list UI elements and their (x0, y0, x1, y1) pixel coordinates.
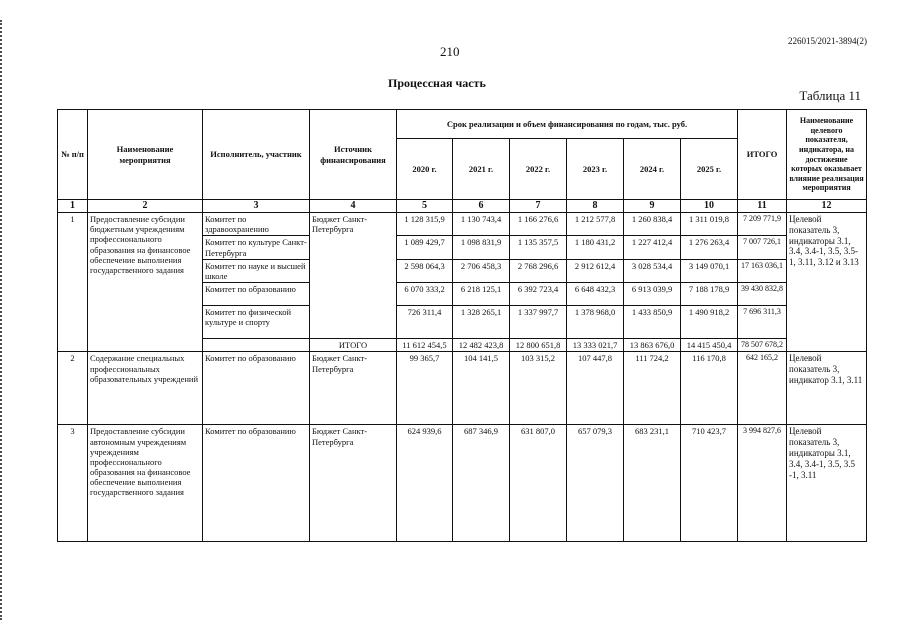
header-row-1 (58, 110, 867, 139)
row-name: Содержание специальных профессиональных образовательных учреждений (88, 352, 203, 425)
table-cell: 99 365,7 (397, 352, 453, 425)
table-cell: 39 430 832,8 (738, 283, 787, 306)
table-cell: 3 149 070,1 (681, 259, 738, 282)
column-number: 11 (738, 200, 787, 213)
table-cell: 78 507 678,2 (738, 339, 787, 352)
table-cell: 1 135 357,5 (510, 236, 567, 259)
column-number-row (58, 200, 867, 213)
table-cell: 7 188 178,9 (681, 283, 738, 306)
table-cell: 657 079,3 (567, 425, 624, 542)
table-cell: 1 378 968,0 (567, 306, 624, 339)
table-cell: 6 070 333,2 (397, 283, 453, 306)
row-executor: Комитет по культуре Санкт-Петербурга (203, 236, 310, 259)
table-cell: 7 696 311,3 (738, 306, 787, 339)
table-cell: 2 768 296,6 (510, 259, 567, 282)
table-cell: 1 260 838,4 (624, 213, 681, 236)
table-cell: 3 994 827,6 (738, 425, 787, 542)
table-cell: 1 433 850,9 (624, 306, 681, 339)
table-cell: 2 706 458,3 (453, 259, 510, 282)
scan-edge-mark (0, 20, 4, 620)
column-number: 3 (203, 200, 310, 213)
column-number: 7 (510, 200, 567, 213)
header-year: 2025 г. (681, 139, 738, 200)
row-executor: Комитет по науке и высшей школе (203, 259, 310, 282)
row-indicator: Целевой показатель 3, индикаторы 3.1, 3.4, 3.4-1, 3.5, 3.5 -1, 3.11 (787, 425, 867, 542)
row-name: Предоставление субсидии бюджетным учреждениям профессионального образования на финансовое обеспечение выполнения государственного задания (88, 213, 203, 352)
row-num: 2 (58, 352, 88, 425)
table-cell: 7 007 726,1 (738, 236, 787, 259)
table-cell: 2 912 612,4 (567, 259, 624, 282)
table-cell: 687 346,9 (453, 425, 510, 542)
column-number: 2 (88, 200, 203, 213)
table-cell: 6 648 432,3 (567, 283, 624, 306)
header-indicator: Наименование целевого показателя, индикатора, на достижение которых оказывает влияние реализация мероприятия (787, 110, 867, 200)
table-cell: 11 612 454,5 (397, 339, 453, 352)
table-cell: 111 724,2 (624, 352, 681, 425)
row-name: Предоставление субсидии автономным учреждениям учреждениям профессионального образования на финансовое обеспечение выполнения государственного задания (88, 425, 203, 542)
table-cell: 1 328 265,1 (453, 306, 510, 339)
table-cell: 14 415 450,4 (681, 339, 738, 352)
table-cell: 12 800 651,8 (510, 339, 567, 352)
header-year: 2024 г. (624, 139, 681, 200)
header-year: 2021 г. (453, 139, 510, 200)
table-cell: 1 098 831,9 (453, 236, 510, 259)
row-source: Бюджет Санкт-Петербурга (310, 352, 397, 425)
table-cell: 683 231,1 (624, 425, 681, 542)
total-empty (203, 339, 310, 352)
table-cell: 1 166 276,6 (510, 213, 567, 236)
header-period: Срок реализации и объем финансирования по годам, тыс. руб. (397, 110, 738, 139)
column-number: 8 (567, 200, 624, 213)
table-cell: 1 089 429,7 (397, 236, 453, 259)
table-cell: 104 141,5 (453, 352, 510, 425)
table-cell: 1 227 412,4 (624, 236, 681, 259)
table-cell: 1 212 577,8 (567, 213, 624, 236)
row-executor: Комитет по образованию (203, 352, 310, 425)
header-executor: Исполнитель, участник (203, 110, 310, 200)
row-total-label: ИТОГО (310, 339, 397, 352)
table-cell: 13 333 021,7 (567, 339, 624, 352)
table-cell: 631 807,0 (510, 425, 567, 542)
column-number: 1 (58, 200, 88, 213)
document-code: 226015/2021-3894(2) (788, 36, 867, 46)
table-cell: 642 165,2 (738, 352, 787, 425)
header-year: 2022 г. (510, 139, 567, 200)
table-cell: 6 218 125,1 (453, 283, 510, 306)
table-cell: 107 447,8 (567, 352, 624, 425)
row-indicator: Целевой показатель 3, индикатор 3.1, 3.11 (787, 352, 867, 425)
row-indicator: Целевой показатель 3, индикаторы 3.1, 3.4, 3.4-1, 3.5, 3.5-1, 3.11, 3.12 и 3.13 (787, 213, 867, 352)
row-num: 1 (58, 213, 88, 352)
financing-table (57, 109, 867, 542)
column-number: 5 (397, 200, 453, 213)
header-year: 2023 г. (567, 139, 624, 200)
header-source: Источник финансирования (310, 110, 397, 200)
table-cell: 6 913 039,9 (624, 283, 681, 306)
row-source: Бюджет Санкт-Петербурга (310, 213, 397, 339)
table-cell: 6 392 723,4 (510, 283, 567, 306)
table-label: Таблица 11 (799, 88, 861, 103)
header-year: 2020 г. (397, 139, 453, 200)
table-cell: 726 311,4 (397, 306, 453, 339)
section-title: Процессная часть (388, 76, 486, 90)
column-number: 4 (310, 200, 397, 213)
row-executor: Комитет по здравоохранению (203, 213, 310, 236)
table-cell: 2 598 064,3 (397, 259, 453, 282)
table-cell: 1 128 315,9 (397, 213, 453, 236)
table-cell: 13 863 676,0 (624, 339, 681, 352)
table-cell: 1 311 019,8 (681, 213, 738, 236)
header-num: № п/п (58, 110, 88, 200)
table-cell: 12 482 423,8 (453, 339, 510, 352)
table-cell: 116 170,8 (681, 352, 738, 425)
table-cell: 710 423,7 (681, 425, 738, 542)
header-name: Наименование мероприятия (88, 110, 203, 200)
table-row (58, 425, 867, 542)
column-number: 10 (681, 200, 738, 213)
table-cell: 624 939,6 (397, 425, 453, 542)
column-number: 6 (453, 200, 510, 213)
table-cell: 1 276 263,4 (681, 236, 738, 259)
table-cell: 3 028 534,4 (624, 259, 681, 282)
table-cell: 1 490 918,2 (681, 306, 738, 339)
table-row (58, 213, 867, 236)
header-total: ИТОГО (738, 110, 787, 200)
row-executor: Комитет по образованию (203, 283, 310, 306)
table-cell: 1 130 743,4 (453, 213, 510, 236)
table-cell: 103 315,2 (510, 352, 567, 425)
table-row (58, 352, 867, 425)
row-executor: Комитет по образованию (203, 425, 310, 542)
row-executor: Комитет по физической культуре и спорту (203, 306, 310, 339)
table-cell: 1 180 431,2 (567, 236, 624, 259)
page-number: 210 (440, 44, 460, 59)
table-cell: 7 209 771,9 (738, 213, 787, 236)
row-num: 3 (58, 425, 88, 542)
column-number: 9 (624, 200, 681, 213)
column-number: 12 (787, 200, 867, 213)
row-source: Бюджет Санкт-Петербурга (310, 425, 397, 542)
table-cell: 17 163 036,1 (738, 259, 787, 282)
table-cell: 1 337 997,7 (510, 306, 567, 339)
